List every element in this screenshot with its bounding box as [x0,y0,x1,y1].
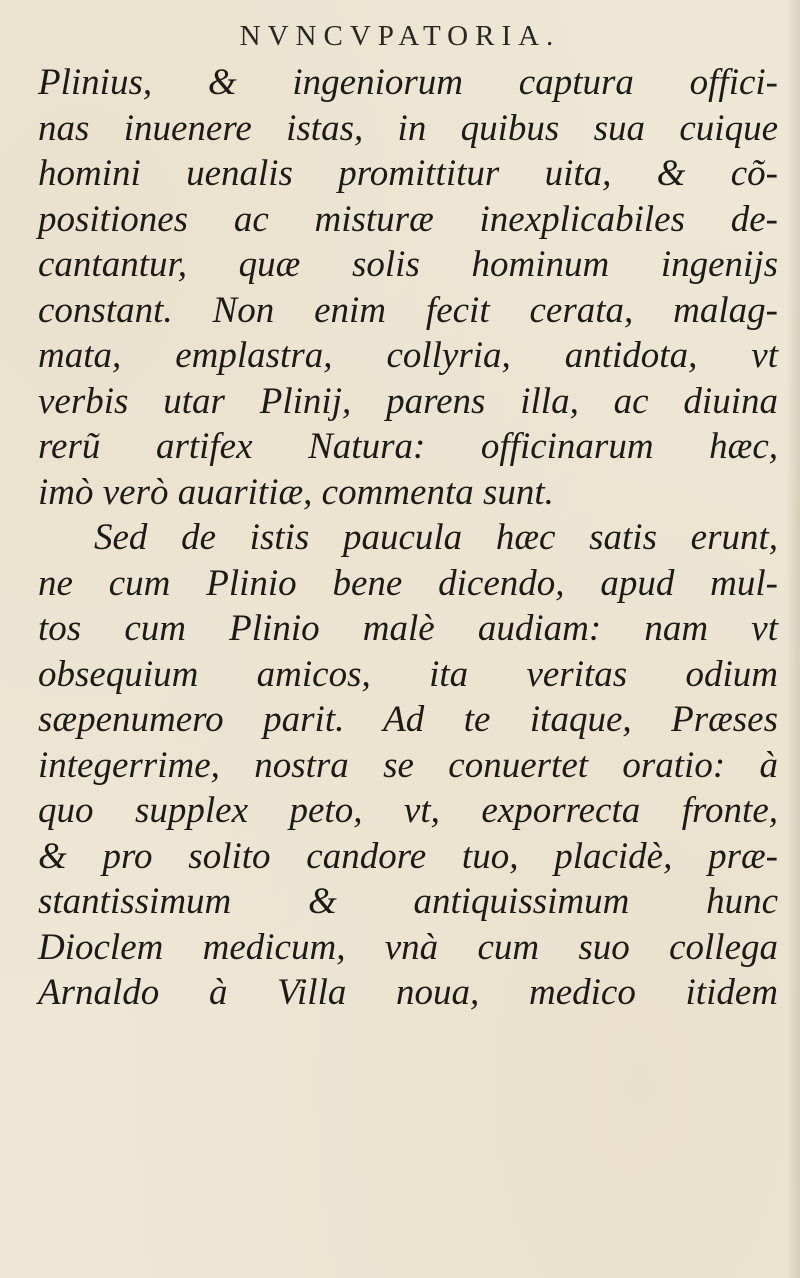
page-edge-shadow [786,0,800,1278]
text-line: mata, emplastra, collyria, antidota, vt [38,335,778,376]
text-line: sæpenumero parit. Ad te itaque, Præses [38,699,778,740]
text-line: rerũ artifex Natura: officinarum hæc, [38,426,778,467]
text-line: positiones ac misturæ inexplicabiles de- [38,198,778,240]
text-line: constant. Non enim fecit cerata, malag- [38,289,778,331]
text-line: nas inuenere istas, in quibus sua cuique [38,107,778,149]
text-line: cantantur, quæ solis hominum ingenijs [38,244,778,285]
text-line: Dioclem medicum, vnà cum suo collega [38,926,778,968]
text-line: verbis utar Plinij, parens illa, ac diuina [38,380,778,422]
text-line: homini uenalis promittitur uita, & cõ- [38,153,778,194]
body-text [38,60,778,1016]
text-line: tos cum Plinio malè audiam: nam vt [38,608,778,649]
text-line: integerrime, nostra se conuertet oratio: à [38,744,778,786]
paragraph-first-line: Sed de istis paucula hæc satis erunt, [94,517,778,558]
text-line: obsequium amicos, ita veritas odium [38,653,778,695]
text-line: stantissimum & antiquissimum hunc [38,881,778,922]
text-line: imò verò auaritiæ, commenta sunt. [38,471,554,513]
text-line: ne cum Plinio bene dicendo, apud mul- [38,562,778,604]
running-head: NVNCVPATORIA. [239,20,561,52]
text-line: Arnaldo à Villa noua, medico itidem [38,972,778,1013]
text-line: Plinius, & ingeniorum captura offici- [38,62,778,103]
text-line: quo supplex peto, vt, exporrecta fronte, [38,790,778,831]
text-line: & pro solito candore tuo, placidè, præ- [38,835,778,877]
